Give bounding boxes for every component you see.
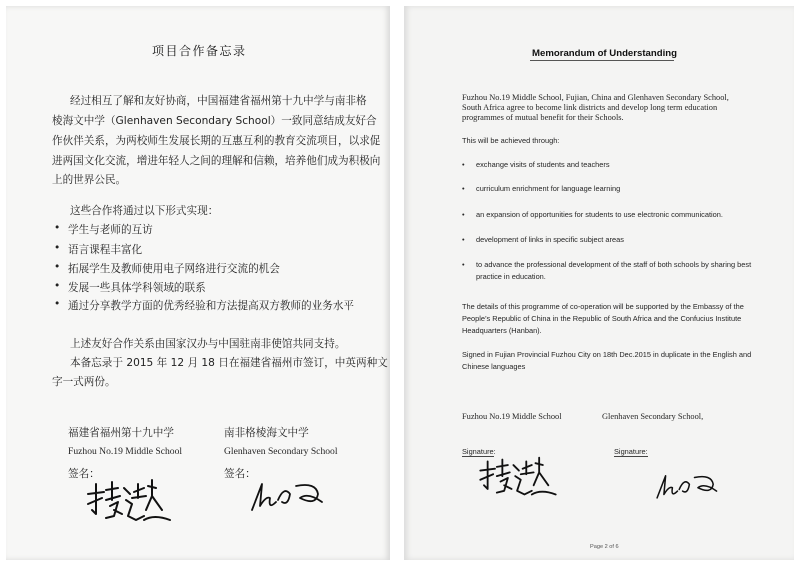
support-line: The details of this programme of co-operation will be supported by the Embassy of the: [462, 302, 744, 311]
school-name-right-zh: 南非格棱海文中学: [224, 427, 309, 439]
list-item: • 通过分享教学方面的优秀经验和方法提高双方教师的业务水平: [68, 298, 354, 313]
list-item: • 学生与老师的互访: [68, 222, 153, 237]
intro-line: 棱海文中学（Glenhaven Secondary School）一致同意结成友好合: [52, 115, 377, 127]
support-line: People’s Republic of China in the Republic of South Africa and the Confucius Institute: [462, 314, 742, 323]
list-item: • an expansion of opportunities for students to use electronic communication.: [476, 210, 723, 219]
achieve-intro: 这些合作将通过以下形式实现：: [70, 205, 219, 217]
list-item: • development of links in specific subject areas: [476, 235, 624, 244]
signature-label-left: Signature:: [462, 447, 496, 456]
school-name-left-en: Fuzhou No.19 Middle School: [68, 446, 183, 457]
signature-line-right: [614, 456, 648, 457]
list-item: • 语言课程丰富化: [68, 242, 142, 257]
handwritten-signature-chinese-icon: [84, 476, 174, 530]
school-name-right-en: Glenhaven Secondary School: [224, 446, 338, 457]
page-number: Page 2 of 6: [590, 544, 619, 550]
memorandum-page-chinese: [6, 6, 390, 560]
list-item: • 拓展学生及教师使用电子网络进行交流的机会: [68, 261, 280, 276]
school-name-left-zh: 福建省福州第十九中学: [68, 427, 174, 439]
school-name-right: Glenhaven Secondary School,: [602, 412, 704, 421]
handwritten-signature-chinese-icon: [476, 454, 560, 504]
page-title: Memorandum of Understanding: [532, 48, 677, 59]
school-name-left: Fuzhou No.19 Middle School: [462, 412, 562, 421]
signing-line: 本备忘录于 2015 年 12 月 18 日在福建省福州市签订，中英两种文: [70, 357, 388, 369]
signature-label-right: Signature:: [614, 447, 648, 456]
intro-line: South Africa agree to become link districts and develop long term education: [462, 103, 718, 112]
list-item: • to advance the professional development of the staff of both schools by sharing best: [476, 260, 751, 269]
support-line: Headquarters (Hanban).: [462, 326, 542, 335]
sign-label-right: 签名：: [224, 468, 256, 480]
list-item-continuation: practice in education.: [476, 272, 546, 281]
intro-line: 经过相互了解和友好协商，中国福建省福州第十九中学与南非格: [70, 95, 367, 107]
intro-line: Fuzhou No.19 Middle School, Fujian, China and Glenhaven Secondary School,: [462, 93, 729, 102]
intro-line: 作伙伴关系，为两校师生发展长期的互惠互利的教育交流项目，以求促: [52, 135, 381, 147]
signed-line: Chinese languages: [462, 362, 526, 371]
intro-line: programmes of mutual benefit for their Schools.: [462, 113, 624, 122]
list-item: • exchange visits of students and teachers: [476, 160, 610, 169]
achieve-intro: This will be achieved through:: [462, 136, 560, 145]
handwritten-signature-latin-icon: [652, 464, 720, 512]
signing-line: 字一式两份。: [52, 376, 116, 388]
intro-line: 进两国文化交流，增进年轻人之间的理解和信赖，培养他们成为积极向: [52, 155, 381, 167]
support-line: 上述友好合作关系由国家汉办与中国驻南非使馆共同支持。: [70, 338, 346, 350]
memorandum-page-english: [404, 6, 794, 560]
title-underline: [530, 60, 674, 61]
sign-label-left: 签名：: [68, 468, 100, 480]
page-title: 项目合作备忘录: [152, 44, 247, 58]
signed-line: Signed in Fujian Provincial Fuzhou City on 18th Dec.2015 in duplicate in the English and: [462, 350, 752, 359]
intro-line: 上的世界公民。: [52, 174, 127, 186]
list-item: • 发展一些具体学科领域的联系: [68, 280, 206, 295]
list-item: • curriculum enrichment for language learning: [476, 184, 620, 193]
handwritten-signature-latin-icon: [246, 476, 326, 520]
